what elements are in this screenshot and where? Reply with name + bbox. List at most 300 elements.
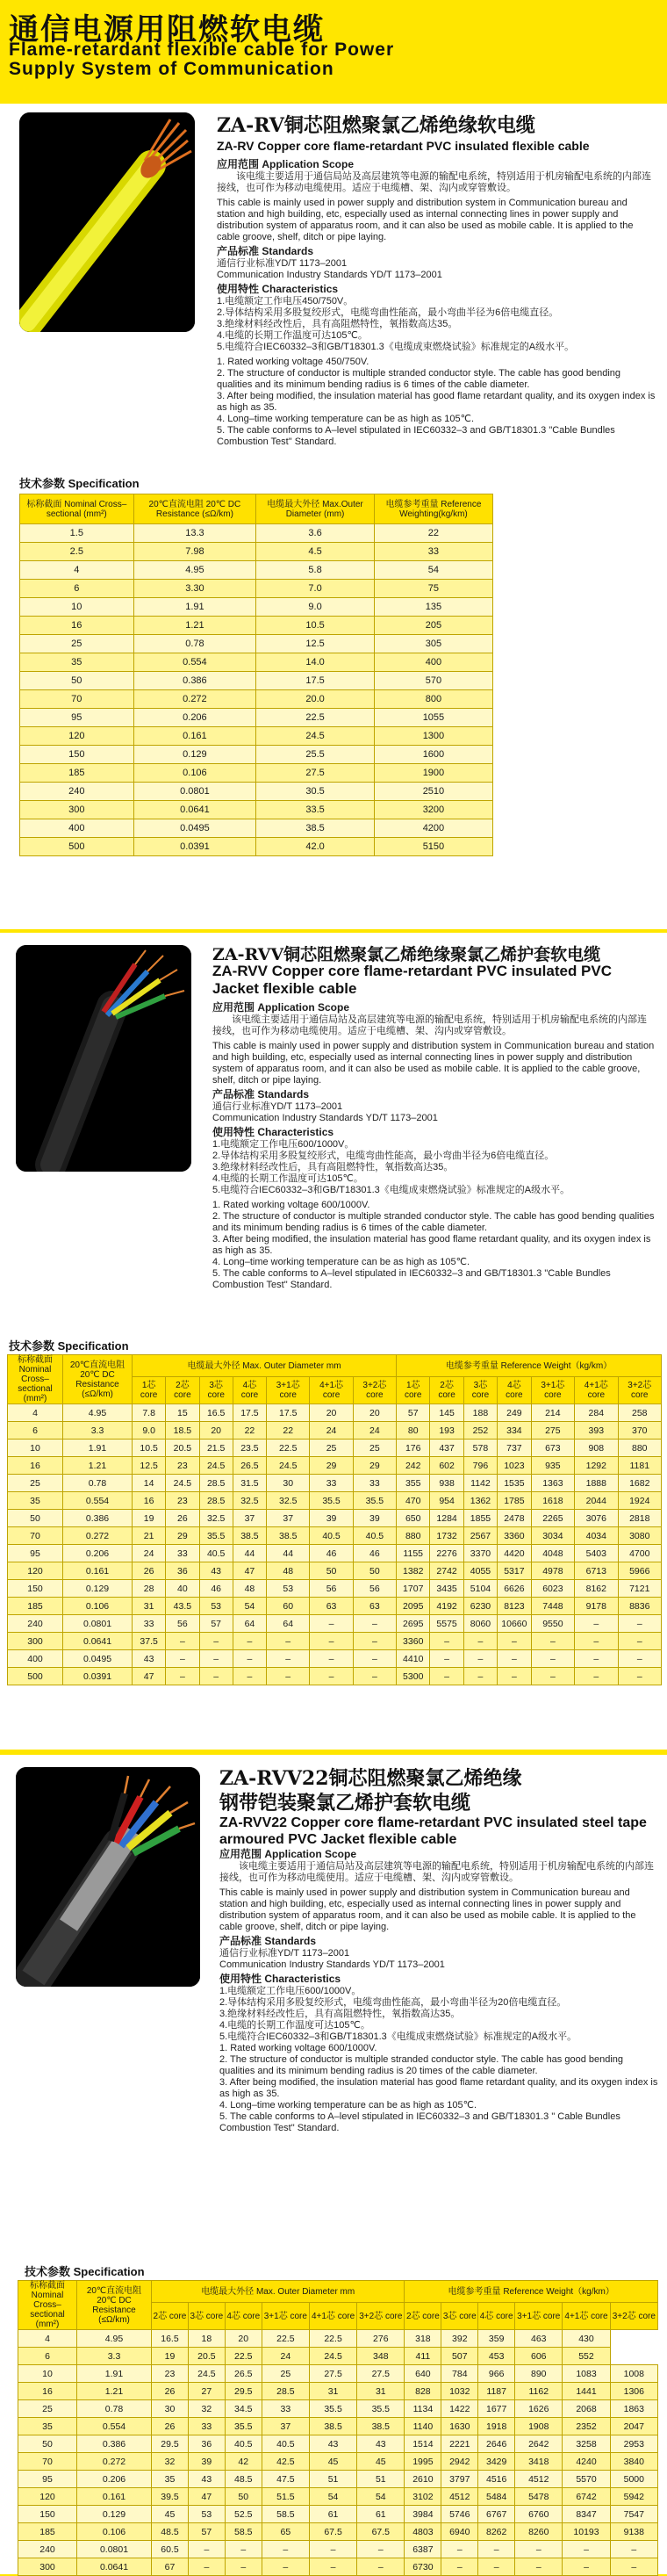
table-cell: 1535 <box>498 1475 532 1492</box>
table-cell: 185 <box>8 1598 63 1615</box>
table-cell: 252 <box>463 1422 497 1440</box>
table-cell: 31 <box>309 2383 356 2400</box>
table-cell: – <box>309 2541 356 2558</box>
table-cell: 1732 <box>430 1527 463 1545</box>
char-cn-3: 3.绝缘材料经改性后，具有高阻燃特性，氧指数高达35。 <box>217 319 458 329</box>
table-row <box>20 690 493 709</box>
table-cell: 3102 <box>405 2488 441 2506</box>
char-en-2: 2. The structure of conductor is multiple stranded conductor style. The cable has good bending qualities and its minimum bending radius is 6 times of the cable diameter. <box>212 1211 655 1233</box>
table-cell: 35.5 <box>309 2400 356 2418</box>
table-cell: 275 <box>531 1422 574 1440</box>
table-cell: 784 <box>441 2365 478 2383</box>
standards-label: 产品标准 Standards <box>217 245 314 257</box>
table-cell: 240 <box>8 1615 63 1633</box>
spec-table-za-rvv <box>7 1354 662 1685</box>
standards-en: Communication Industry Standards YD/T 1173–2001 <box>212 1113 438 1123</box>
core-header: 3+1芯 core <box>262 2303 309 2330</box>
table-cell: 0.78 <box>77 2400 152 2418</box>
table-cell: 2478 <box>498 1510 532 1527</box>
table-cell: 334 <box>498 1422 532 1440</box>
table-cell: 22.5 <box>225 2348 262 2365</box>
table-cell: 205 <box>374 617 492 635</box>
table-cell: 15 <box>166 1404 199 1422</box>
table-cell: 3034 <box>531 1527 574 1545</box>
char-en-4: 4. Long–time working temperature can be as high as 105℃. <box>217 414 475 424</box>
table-cell: 5484 <box>478 2488 515 2506</box>
table-cell: 35.5 <box>199 1527 233 1545</box>
table-cell: 8060 <box>463 1615 497 1633</box>
table-cell: 25 <box>262 2365 309 2383</box>
table-cell: 32.5 <box>199 1510 233 1527</box>
table-cell: 0.129 <box>133 746 256 764</box>
char-en-3: 3. After being modified, the insulation material has good flame retardant quality, and its oxygen index is as high as 35. <box>219 2077 658 2099</box>
table-cell: 1032 <box>441 2383 478 2400</box>
table-cell: 8836 <box>618 1598 662 1615</box>
core-header: 4+1芯 core <box>563 2303 610 2330</box>
table-cell: 1.91 <box>77 2365 152 2383</box>
table-cell: 7121 <box>618 1580 662 1598</box>
core-header: 3+1芯 core <box>515 2303 563 2330</box>
spec-table-za-rv <box>19 494 493 856</box>
table-cell: – <box>199 1633 233 1650</box>
table-cell: 40.5 <box>199 1545 233 1562</box>
table-cell: 24 <box>310 1422 353 1440</box>
table-cell: 22.5 <box>256 709 375 727</box>
table-row <box>8 1440 662 1457</box>
table-cell: 1677 <box>478 2400 515 2418</box>
core-header: 3芯 core <box>441 2303 478 2330</box>
table-cell: 12.5 <box>133 1457 166 1475</box>
table-cell: – <box>310 1633 353 1650</box>
table-cell: 1083 <box>563 2365 610 2383</box>
table-cell: 4.95 <box>63 1404 133 1422</box>
table-row <box>18 2383 658 2400</box>
table-cell: 26 <box>133 1562 166 1580</box>
table-cell: 47 <box>233 1562 266 1580</box>
core-header: 1芯 core <box>133 1377 166 1404</box>
table-cell: 5000 <box>610 2471 657 2488</box>
table-cell: 185 <box>18 2523 77 2541</box>
table-cell: 0.386 <box>77 2435 152 2453</box>
table-cell: 0.386 <box>63 1510 133 1527</box>
table-cell: 188 <box>463 1404 497 1422</box>
table-cell: 36 <box>166 1562 199 1580</box>
table-cell: 44 <box>267 1545 310 1562</box>
core-header: 2芯 core <box>405 2303 441 2330</box>
table-row <box>20 727 493 746</box>
table-row <box>20 838 493 856</box>
table-cell: 61 <box>309 2506 356 2523</box>
table-cell: 50 <box>8 1510 63 1527</box>
table-cell: 5966 <box>618 1562 662 1580</box>
table-cell: 25 <box>310 1440 353 1457</box>
table-cell: 3.6 <box>256 524 375 543</box>
core-header: 1芯 core <box>397 1377 430 1404</box>
table-cell: 20 <box>225 2330 262 2348</box>
table-cell: 1382 <box>397 1562 430 1580</box>
table-cell: – <box>353 1633 396 1650</box>
section-title-en: ZA-RVV22 Copper core flame-retardant PVC insulated steel tape armoured PVC Jacket flexible cable <box>219 1815 647 1847</box>
table-cell: 0.0801 <box>77 2541 152 2558</box>
table-cell: 10 <box>8 1440 63 1457</box>
table-cell: 1023 <box>498 1457 532 1475</box>
table-cell: 67.5 <box>309 2523 356 2541</box>
table-cell: 31.5 <box>233 1475 266 1492</box>
table-cell: 5746 <box>441 2506 478 2523</box>
table-cell: 38.5 <box>357 2418 405 2435</box>
table-row <box>18 2400 658 2418</box>
table-cell: 80 <box>397 1422 430 1440</box>
table-cell: 7.98 <box>133 543 256 561</box>
table-cell: 185 <box>20 764 134 783</box>
table-cell: 1155 <box>397 1545 430 1562</box>
table-cell: 26 <box>152 2418 189 2435</box>
table-cell: 47 <box>188 2488 225 2506</box>
table-cell: 20 <box>310 1404 353 1422</box>
table-cell: 43.5 <box>166 1598 199 1615</box>
table-cell: 35.5 <box>357 2400 405 2418</box>
table-cell: 800 <box>374 690 492 709</box>
table-cell: 17.5 <box>233 1404 266 1422</box>
table-cell: 8262 <box>478 2523 515 2541</box>
table-cell: 8162 <box>575 1580 618 1598</box>
table-row <box>18 2523 658 2541</box>
table-cell: 36 <box>188 2435 225 2453</box>
section-body <box>212 999 656 1291</box>
table-cell: 120 <box>18 2488 77 2506</box>
table-cell: 6713 <box>575 1562 618 1580</box>
table-cell: 1181 <box>618 1457 662 1475</box>
table-cell: 1.91 <box>63 1440 133 1457</box>
table-cell: – <box>618 1615 662 1633</box>
table-cell: 37.5 <box>133 1633 166 1650</box>
table-cell: 22.5 <box>267 1440 310 1457</box>
table-cell: 51.5 <box>262 2488 309 2506</box>
table-row <box>20 709 493 727</box>
table-cell: 145 <box>430 1404 463 1422</box>
table-cell: 6767 <box>478 2506 515 2523</box>
table-cell: 33 <box>374 543 492 561</box>
table-cell: 35.5 <box>353 1492 396 1510</box>
table-cell: 2953 <box>610 2435 657 2453</box>
core-header: 4+1芯 core <box>310 1377 353 1404</box>
table-cell: 214 <box>531 1404 574 1422</box>
section-title-en: ZA-RVV Copper core flame-retardant PVC insulated PVC Jacket flexible cable <box>212 963 613 997</box>
table-cell: 30 <box>152 2400 189 2418</box>
table-cell: 2646 <box>478 2435 515 2453</box>
scope-label: 应用范围 Application Scope <box>219 1848 357 1860</box>
table-cell: 45 <box>309 2453 356 2471</box>
core-header: 4芯 core <box>498 1377 532 1404</box>
table-cell: 0.272 <box>77 2453 152 2471</box>
standards-label: 产品标准 Standards <box>219 1935 317 1947</box>
table-cell: 1.21 <box>77 2383 152 2400</box>
table-cell: – <box>610 2558 657 2576</box>
table-cell: – <box>267 1668 310 1685</box>
char-cn-3: 3.绝缘材料经改性后，具有高阻燃特性，氧指数高达35。 <box>212 1162 454 1173</box>
scope-en: This cable is mainly used in power supply and distribution system in Communication bureau and station and high building, etc, especially used as internal connecting lines in power supply and distribution system of apparatus room, and it can also be used as mobile cable. It is applied to the cable groove, shelf, ditch or pipe laying. <box>212 1041 655 1086</box>
table-cell: 29 <box>166 1527 199 1545</box>
table-cell: – <box>309 2558 356 2576</box>
table-cell: 3360 <box>397 1633 430 1650</box>
table-cell: 6387 <box>405 2541 441 2558</box>
table-cell: 507 <box>441 2348 478 2365</box>
col-header-resistance: 20℃直流电阻 20℃ DC Resistance (≤Ω/km) <box>63 1355 133 1404</box>
table-cell: 5300 <box>397 1668 430 1685</box>
table-cell: 18.5 <box>166 1422 199 1440</box>
table-cell: 26 <box>166 1510 199 1527</box>
table-cell: 4410 <box>397 1650 430 1668</box>
table-cell: 4048 <box>531 1545 574 1562</box>
table-cell: 400 <box>8 1650 63 1668</box>
table-row <box>8 1615 662 1633</box>
table-cell: 938 <box>430 1475 463 1492</box>
table-cell: 23 <box>166 1492 199 1510</box>
table-cell: 6230 <box>463 1598 497 1615</box>
table-cell: 27.5 <box>256 764 375 783</box>
scope-cn: 该电缆主要适用于通信局站及高层建筑等电源的输配电系统，特别适用于机房输配电系统的内部连接线，也可作为移动电缆使用。适应于电缆槽、架、沟内或穿管敷设。 <box>219 1861 654 1883</box>
table-row <box>8 1475 662 1492</box>
table-cell: 935 <box>531 1457 574 1475</box>
table-row <box>8 1527 662 1545</box>
spec-table-za-rvv22 <box>18 2280 658 2576</box>
col-header-nominal: 标称截面 Nominal Cross–sectional (mm²) <box>18 2281 77 2330</box>
table-cell: 3076 <box>575 1510 618 1527</box>
section-za-rv <box>0 104 667 929</box>
table-cell: 47.5 <box>262 2471 309 2488</box>
table-cell: 453 <box>478 2348 515 2365</box>
table-cell: 4512 <box>441 2488 478 2506</box>
table-cell: – <box>575 1615 618 1633</box>
table-cell: – <box>531 1668 574 1685</box>
table-cell: – <box>353 1650 396 1668</box>
table-cell: 0.0391 <box>133 838 256 856</box>
table-cell: 3080 <box>618 1527 662 1545</box>
table-cell: 4.95 <box>77 2330 152 2348</box>
table-cell: 9138 <box>610 2523 657 2541</box>
table-cell: 193 <box>430 1422 463 1440</box>
table-cell: 0.161 <box>133 727 256 746</box>
table-cell: 48 <box>267 1562 310 1580</box>
table-cell: 1363 <box>531 1475 574 1492</box>
table-cell: 2276 <box>430 1545 463 1562</box>
table-cell: 0.106 <box>63 1598 133 1615</box>
core-header: 3芯 core <box>463 1377 497 1404</box>
table-cell: 4 <box>18 2330 77 2348</box>
col-header-nominal: 标称截面 Nominal Cross–sectional (mm²) <box>8 1355 63 1404</box>
table-row <box>20 764 493 783</box>
table-cell: 9550 <box>531 1615 574 1633</box>
table-cell: 0.554 <box>133 653 256 672</box>
core-header: 3芯 core <box>188 2303 225 2330</box>
table-cell: 2221 <box>441 2435 478 2453</box>
table-row <box>20 580 493 598</box>
section-title-en: ZA-RV Copper core flame-retardant PVC insulated flexible cable <box>217 139 590 153</box>
char-cn-1: 1.电缆额定工作电压600/1000V。 <box>219 1986 362 1996</box>
table-cell: 51 <box>357 2471 405 2488</box>
table-cell: 61 <box>357 2506 405 2523</box>
table-cell: 8260 <box>515 2523 563 2541</box>
table-cell: 16.5 <box>152 2330 189 2348</box>
table-cell: 1300 <box>374 727 492 746</box>
table-cell: 48 <box>233 1580 266 1598</box>
table-cell: 4 <box>20 561 134 580</box>
table-cell: – <box>515 2558 563 2576</box>
table-cell: 176 <box>397 1440 430 1457</box>
table-cell: 240 <box>20 783 134 801</box>
table-cell: 4034 <box>575 1527 618 1545</box>
cable-photo-za-rvv <box>16 945 191 1172</box>
table-cell: 4700 <box>618 1545 662 1562</box>
char-cn-2: 2.导体结构采用多股复绞形式，电缆弯曲性能高，最小弯曲半径为20倍电缆直径。 <box>219 1997 567 2008</box>
table-cell: 463 <box>515 2330 563 2348</box>
table-cell: 1055 <box>374 709 492 727</box>
table-cell: – <box>357 2541 405 2558</box>
table-cell: 48.5 <box>152 2523 189 2541</box>
table-cell: – <box>618 1633 662 1650</box>
table-cell: 42.5 <box>262 2453 309 2471</box>
table-cell: 3360 <box>498 1527 532 1545</box>
core-header: 4+1芯 core <box>575 1377 618 1404</box>
core-header: 3+2芯 core <box>357 2303 405 2330</box>
table-cell: 38.5 <box>309 2418 356 2435</box>
table-row <box>20 598 493 617</box>
table-cell: 1682 <box>618 1475 662 1492</box>
table-cell: 58.5 <box>262 2506 309 2523</box>
table-cell: 1.5 <box>20 524 134 543</box>
table-row <box>20 524 493 543</box>
characteristics-label: 使用特性 Characteristics <box>217 283 339 295</box>
section-body <box>219 1846 658 2134</box>
table-cell: 400 <box>374 653 492 672</box>
table-cell: 54 <box>374 561 492 580</box>
table-cell: 43 <box>188 2471 225 2488</box>
table-cell: 0.0495 <box>133 819 256 838</box>
table-cell: 1785 <box>498 1492 532 1510</box>
table-cell: 7.0 <box>256 580 375 598</box>
table-cell: 4 <box>8 1404 63 1422</box>
col-header-weight: 电缆参考重量 Reference Weight（kg/km） <box>397 1355 662 1377</box>
table-cell: 880 <box>618 1440 662 1457</box>
table-cell: 53 <box>188 2506 225 2523</box>
table-cell: 150 <box>18 2506 77 2523</box>
table-cell: – <box>233 1633 266 1650</box>
table-cell: 9.0 <box>133 1422 166 1440</box>
table-cell: 5942 <box>610 2488 657 2506</box>
table-cell: 67 <box>152 2558 189 2576</box>
table-cell: 16.5 <box>199 1404 233 1422</box>
table-cell: 0.272 <box>63 1527 133 1545</box>
table-cell: 3258 <box>563 2435 610 2453</box>
table-cell: 22.5 <box>309 2330 356 2348</box>
table-cell: 53 <box>199 1598 233 1615</box>
table-cell: 1284 <box>430 1510 463 1527</box>
table-cell: 8347 <box>563 2506 610 2523</box>
char-cn-4: 4.电缆的长期工作温度可达105℃。 <box>219 2020 370 2031</box>
table-cell: 16 <box>18 2383 77 2400</box>
table-cell: 35 <box>152 2471 189 2488</box>
table-cell: 1162 <box>515 2383 563 2400</box>
table-cell: – <box>225 2558 262 2576</box>
table-cell: 38.5 <box>267 1527 310 1545</box>
char-cn-1: 1.电缆额定工作电压450/750V。 <box>217 296 354 307</box>
table-cell: 28 <box>133 1580 166 1598</box>
table-cell: 880 <box>397 1527 430 1545</box>
table-cell: 348 <box>357 2348 405 2365</box>
standards-label: 产品标准 Standards <box>212 1088 310 1100</box>
core-header: 2芯 core <box>430 1377 463 1404</box>
table-cell: 50 <box>20 672 134 690</box>
table-cell: 3.30 <box>133 580 256 598</box>
table-cell: 0.0641 <box>63 1633 133 1650</box>
table-cell: – <box>563 2541 610 2558</box>
table-cell: 2047 <box>610 2418 657 2435</box>
table-cell: – <box>233 1650 266 1668</box>
core-header: 3+2芯 core <box>610 2303 657 2330</box>
table-cell: – <box>498 1650 532 1668</box>
table-row <box>8 1404 662 1422</box>
table-row <box>8 1457 662 1475</box>
table-cell: 0.0641 <box>77 2558 152 2576</box>
table-cell: 95 <box>20 709 134 727</box>
table-cell: 1918 <box>478 2418 515 2435</box>
table-cell: 9178 <box>575 1598 618 1615</box>
table-cell: 25 <box>353 1440 396 1457</box>
table-cell: 0.0801 <box>133 783 256 801</box>
table-cell: 828 <box>405 2383 441 2400</box>
table-cell: 33 <box>166 1545 199 1562</box>
table-row <box>8 1668 662 1685</box>
table-row <box>8 1492 662 1510</box>
table-cell: 25 <box>18 2400 77 2418</box>
table-cell: 75 <box>374 580 492 598</box>
char-en-2: 2. The structure of conductor is multiple stranded conductor style. The cable has good bending qualities and its minimum bending radius is 6 times of the cable diameter. <box>217 368 621 390</box>
scope-cn: 该电缆主要适用于通信局站及高层建筑等电源的输配电系统，特别适用于机房输配电系统的内部连接线，也可作为移动电缆使用。适应于电缆槽、架、沟内或穿管敷设。 <box>212 1014 647 1036</box>
table-cell: 606 <box>515 2348 563 2365</box>
table-cell: 35.5 <box>310 1492 353 1510</box>
table-cell: 29 <box>310 1457 353 1475</box>
scope-en: This cable is mainly used in power supply and distribution system in Communication bureau and station and high building, etc, especially used as internal connecting lines in power supply and distribution system of apparatus room, and it can also be used as mobile cable. It is applied to the cable groove, shelf, ditch or pipe laying. <box>217 198 634 242</box>
standards-cn: 通信行业标准YD/T 1173–2001 <box>212 1101 343 1112</box>
table-cell: 0.161 <box>63 1562 133 1580</box>
table-cell: 3200 <box>374 801 492 819</box>
table-row <box>18 2330 658 2348</box>
table-cell: 3370 <box>463 1545 497 1562</box>
table-cell: – <box>430 1668 463 1685</box>
table-cell: 1140 <box>405 2418 441 2435</box>
table-cell: 95 <box>18 2471 77 2488</box>
table-cell: 1924 <box>618 1492 662 1510</box>
table-cell: 300 <box>8 1633 63 1650</box>
table-cell: 56 <box>310 1580 353 1598</box>
table-cell: 32 <box>152 2453 189 2471</box>
table-cell: 5150 <box>374 838 492 856</box>
table-cell: 46 <box>199 1580 233 1598</box>
table-cell: 908 <box>575 1440 618 1457</box>
table-cell: 57 <box>199 1615 233 1633</box>
table-cell: 24.5 <box>267 1457 310 1475</box>
table-row <box>20 819 493 838</box>
table-cell: 22 <box>233 1422 266 1440</box>
table-cell: 24.5 <box>188 2365 225 2383</box>
page-title-en: Flame-retardant flexible cable for Power Supply System of Communication <box>9 40 395 79</box>
table-cell: 24 <box>353 1422 396 1440</box>
table-cell: 2044 <box>575 1492 618 1510</box>
table-cell: 0.0641 <box>133 801 256 819</box>
table-cell: 43 <box>309 2435 356 2453</box>
table-cell: 6 <box>20 580 134 598</box>
page-header <box>0 0 667 104</box>
